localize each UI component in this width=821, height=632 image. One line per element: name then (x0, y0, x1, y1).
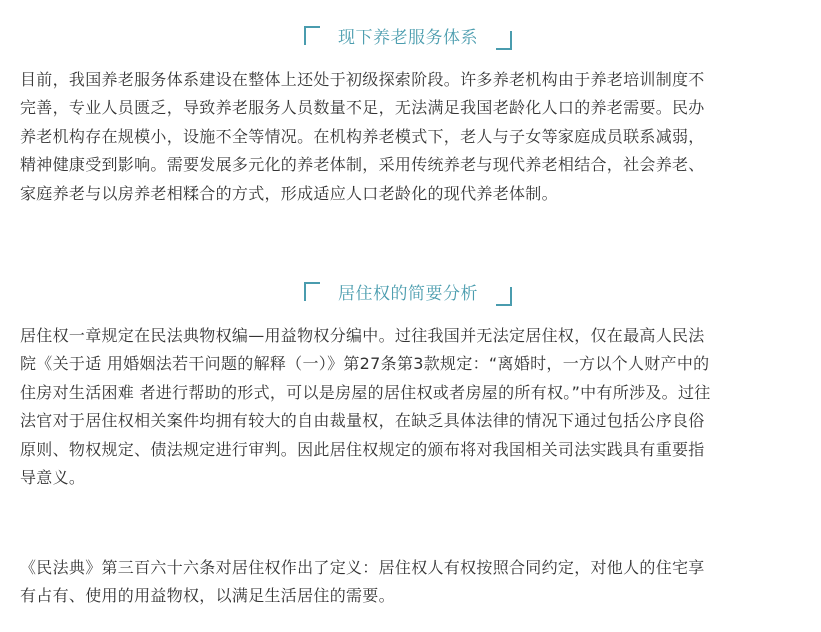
section-heading-elderly-care (304, 26, 512, 50)
heading-corner-bracket-left (304, 282, 320, 301)
text-line: 院《关于适 用婚姻法若干问题的解释（一）》第27条第3款规定：“离婚时，一方以个人财产中的 (20, 354, 710, 374)
text-line: 《民法典》第三百六十六条对居住权作出了定义：居住权人有权按照合同约定，对他人的住宅享 (20, 558, 705, 577)
heading-corner-bracket-left (304, 26, 320, 45)
text-line: 养老机构存在规模小，设施不全等情况。在机构养老模式下，老人与子女等家庭成员联系减弱， (20, 126, 705, 146)
text-line: 精神健康受到影响。需要发展多元化的养老体制，采用传统养老与现代养老相结合，社会养老、 (20, 155, 705, 175)
heading-corner-bracket-right (496, 31, 512, 50)
section-heading-text: 现下养老服务体系 (338, 28, 478, 48)
text-line: 有占有、使用的用益物权，以满足生活居住的需要。 (20, 586, 395, 606)
text-line: 原则、物权规定、债法规定进行审判。因此居住权规定的颁布将对我国相关司法实践具有重要指 (20, 439, 705, 459)
paragraph-residence-right-history (20, 322, 806, 492)
text-line: 完善，专业人员匮乏，导致养老服务人员数量不足，无法满足我国老龄化人口的养老需要。民办 (20, 98, 705, 118)
section-heading-residence-right (304, 282, 512, 306)
heading-corner-bracket-right (496, 287, 512, 306)
text-line: 居住权一章规定在民法典物权编—用益物权分编中。过往我国并无法定居住权，仅在最高人民法 (20, 326, 705, 345)
text-line: 导意义。 (20, 468, 86, 488)
text-line: 目前，我国养老服务体系建设在整体上还处于初级探索阶段。许多养老机构由于养老培训制度不 (20, 70, 705, 89)
text-line: 法官对于居住权相关案件均拥有较大的自由裁量权，在缺乏具体法律的情况下通过包括公序良俗 (20, 411, 705, 431)
text-line: 家庭养老与以房养老相糅合的方式，形成适应人口老龄化的现代养老体制。 (20, 183, 558, 203)
paragraph-elderly-care (20, 66, 806, 208)
section-heading-text: 居住权的简要分析 (338, 284, 478, 304)
text-line: 住房对生活困难 者进行帮助的形式，可以是房屋的居住权或者房屋的所有权。”中有所涉及。过往 (20, 382, 711, 402)
paragraph-residence-right-definition (20, 554, 806, 611)
